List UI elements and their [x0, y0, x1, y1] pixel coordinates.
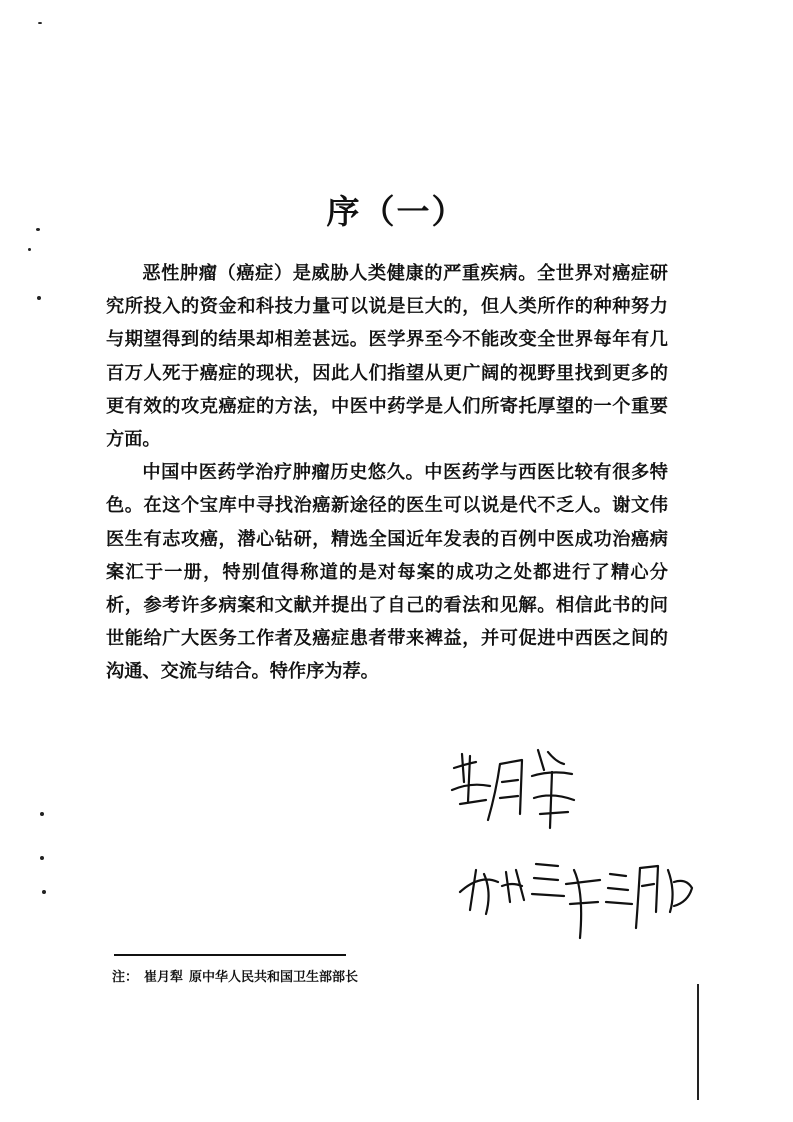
footnote-name: 崔月犁: [144, 970, 184, 985]
scan-speck: [28, 248, 31, 251]
scan-speck: [40, 812, 44, 816]
footnote-description: 原中华人民共和国卫生部部长: [189, 970, 359, 985]
scan-speck: [42, 890, 46, 894]
scan-speck: [37, 296, 41, 300]
footnote-rule: [114, 954, 346, 956]
scan-speck: [38, 22, 42, 24]
paragraph: 恶性肿瘤（癌症）是威胁人类健康的严重疾病。全世界对癌症研究所投入的资金和科技力量可以说是巨大的，但人类所作的种种努力与期望得到的结果却相差甚远。医学界至今不能改变全世界每年有几百万人死于癌症的现状，因此人们指望从更广阔的视野里找到更多的更有效的攻克癌症的方法，中医中药学是人们所寄托厚望的一个重要方面。: [106, 263, 668, 451]
preface-body: [106, 257, 668, 689]
footnote: [112, 966, 364, 985]
handwritten-signature: [440, 742, 700, 952]
scan-speck: [40, 856, 44, 860]
footnote-label: 注：: [112, 970, 139, 985]
page-title: 序（一）: [326, 192, 467, 231]
scan-edge-line: [697, 984, 699, 1100]
paragraph: 中国中医药学治疗肿瘤历史悠久。中医药学与西医比较有很多特色。在这个宝库中寻找治癌新途径的医生可以说是代不乏人。谢文伟医生有志攻癌，潜心钻研，精选全国近年发表的百例中医成功治癌病案汇于一册，特别值得称道的是对每案的成功之处都进行了精心分析，参考许多病案和文献并提出了自己的看法和见解。相信此书的问世能给广大医务工作者及癌症患者带来裨益，并可促进中西医之间的沟通、交流与结合。特作序为荐。: [106, 462, 668, 683]
